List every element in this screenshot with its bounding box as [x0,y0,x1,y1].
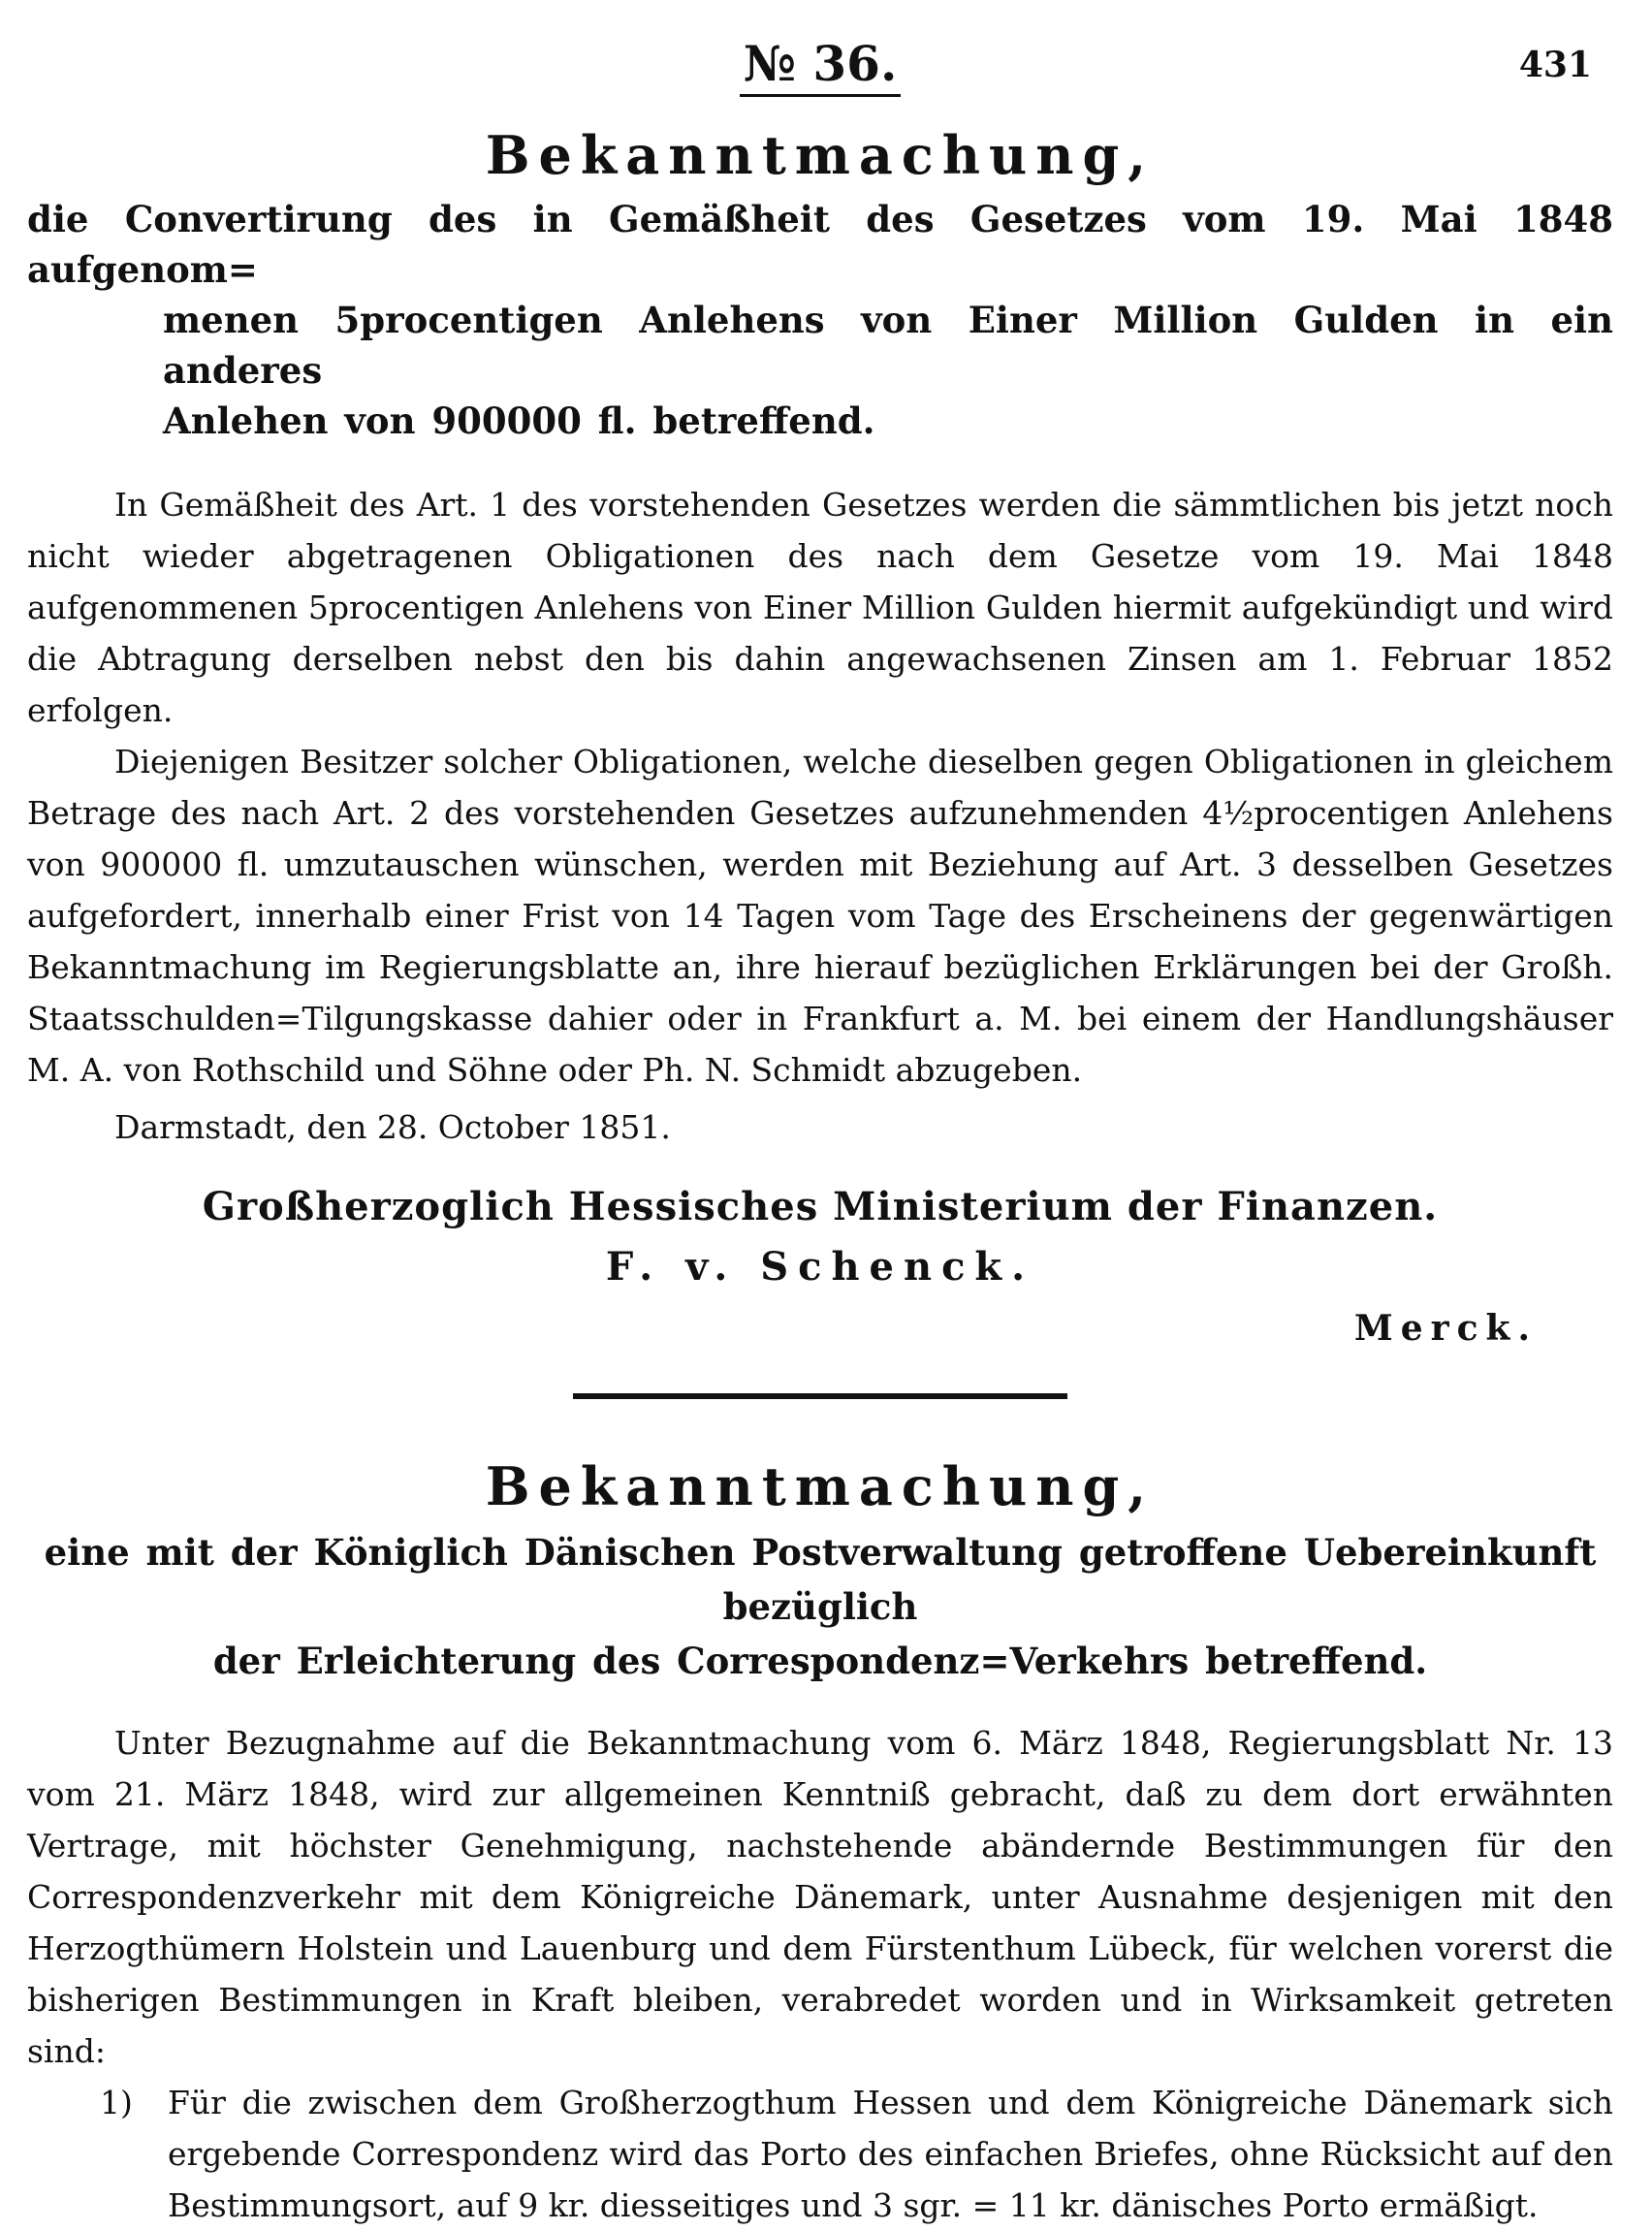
notice-subject [27,194,1613,446]
subject-line: Anlehen von 900000 fl. betreffend. [163,399,875,442]
notice-subject [27,1525,1613,1688]
page-number: 431 [1518,45,1592,85]
notice-postal-agreement [27,1457,1613,2231]
countersignatory: Merck. [1353,1308,1538,1349]
signatory: F. v. Schenck. [605,1244,1035,1290]
list-item-number: 1) [100,2084,133,2121]
body-paragraph: Unter Bezugnahme auf die Bekanntmachung vom 6. März 1848, Regierungsblatt Nr. 13 vom 21. März 1848, wird zur allgemeinen Kenntniß gebracht, daß zu dem dort erwähnten Vertrage, mit höchster Genehmigung, nachstehende abändernde Bestimmungen für den Correspondenzverkehr mit dem Königreiche Dänemark, unter Ausnahme desjenigen mit den Herzogthümern Holstein und Lauenburg und dem Fürstenthum Lübeck, für welchen vorerst die bisherigen Bestimmungen in Kraft bleiben, verabredet worden und in Wirksamkeit getreten sind: [27,1724,1613,2070]
subject-line: menen 5procentigen Anlehens von Einer Million Gulden in ein anderes [163,299,1613,392]
section-divider [573,1393,1067,1399]
subject-line: der Erleichterung des Correspondenz=Verkehrs betreffend. [212,1640,1428,1682]
issuing-ministry: Großherzoglich Hessisches Ministerium der Finanzen. [202,1184,1439,1229]
notice-conversion [27,126,1613,1353]
dateline: Darmstadt, den 28. October 1851. [114,1108,671,1146]
issue-number: № 36. [27,35,1613,92]
subject-line: eine mit der Königlich Dänischen Postverwaltung getroffene Uebereinkunft bezüglich [44,1531,1597,1628]
subject-line: die Convertirung des in Gemäßheit des Gesetzes vom 19. Mai 1848 aufgenom= [27,198,1613,291]
body-paragraph: Diejenigen Besitzer solcher Obligationen, welche dieselben gegen Obligationen in gleichem Betrage des nach Art. 2 des vorstehenden Gesetzes aufzunehmenden 4½procentigen Anlehens von 900000 fl. umzutauschen wünschen, werden mit Beziehung auf Art. 3 desselben Gesetzes aufgefordert, innerhalb einer Frist von 14 Tagen vom Tage des Erscheinens der gegenwärtigen Bekanntmachung im Regierungsblatte an, ihre hierauf bezüglichen Erklärungen bei der Großh. Staatsschulden=Tilgungskasse dahier oder in Frankfurt a. M. bei einem der Handlungshäuser M. A. von Rothschild und Söhne oder Ph. N. Schmidt abzugeben. [27,743,1613,1089]
notice-heading: Bekanntmachung, [485,124,1156,186]
running-head [27,0,1613,107]
list-item-text: Für die zwischen dem Großherzogthum Hessen und dem Königreiche Dänemark sich ergebende Correspondenz wird das Porto des einfachen Briefes, ohne Rücksicht auf den Bestimmungsort, auf 9 kr. diesseitiges und 3 sgr. = 11 kr. dänisches Porto ermäßigt. [168,2084,1613,2224]
list-item [100,2077,1613,2231]
notice-heading: Bekanntmachung, [485,1455,1156,1517]
body-paragraph: In Gemäßheit des Art. 1 des vorstehenden Gesetzes werden die sämmtlichen bis jetzt noch nicht wieder abgetragenen Obligationen des nach dem Gesetze vom 19. Mai 1848 aufgenommenen 5procentigen Anlehens von Einer Million Gulden hiermit aufgekündigt und wird die Abtragung derselben nebst den bis dahin angewachsenen Zinsen am 1. Februar 1852 erfolgen. [27,486,1613,729]
